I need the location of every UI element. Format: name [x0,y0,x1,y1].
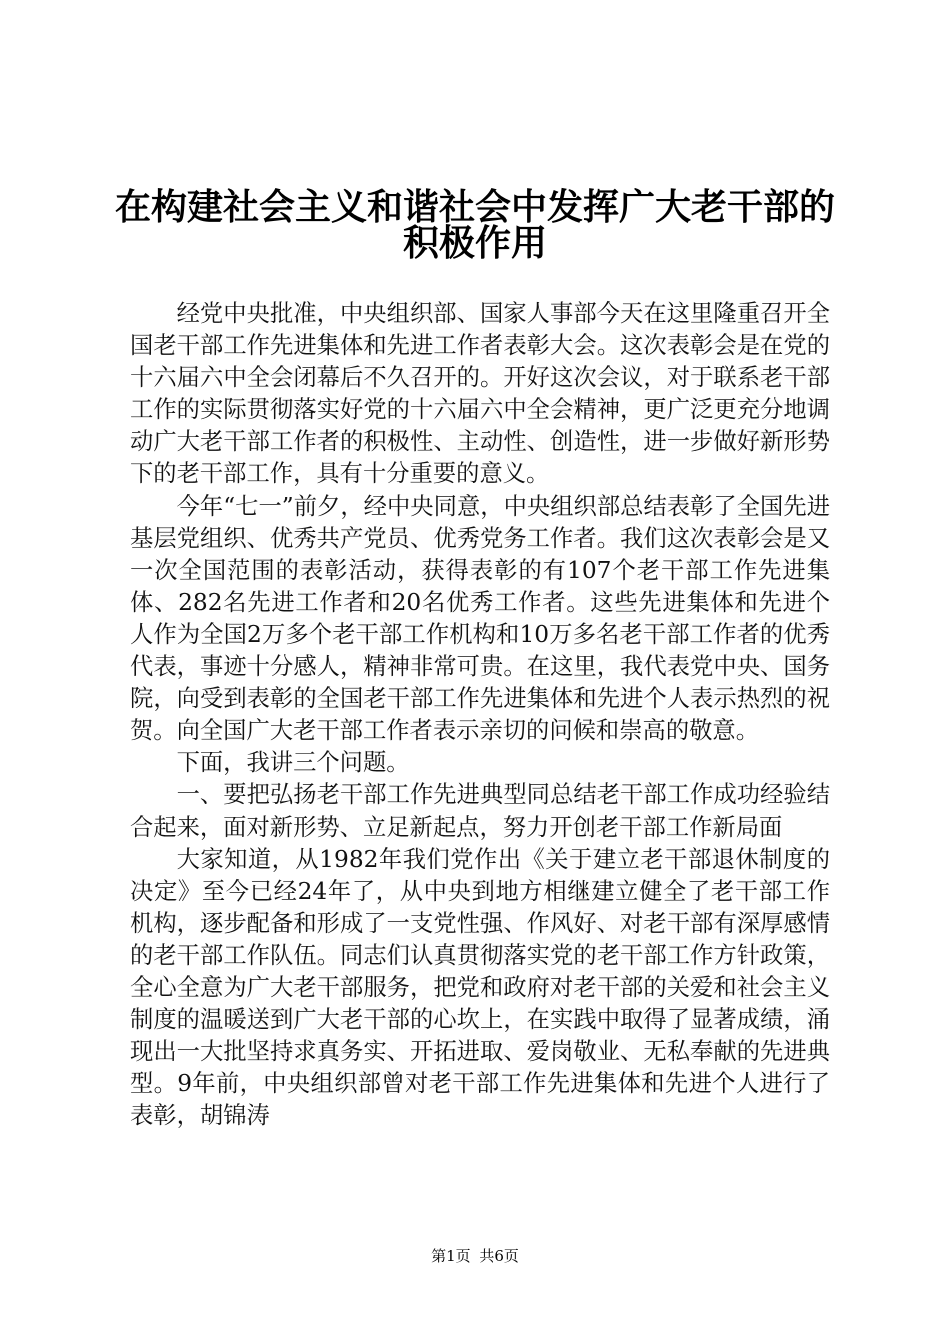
paragraph-2: 今年“七一”前夕，经中央同意，中央组织部总结表彰了全国先进基层党组织、优秀共产党员、优秀党务工作者。我们这次表彰会是又一次全国范围的表彰活动，获得表彰的有107个老干部工作先进集体、282名先进工作者和20名优秀工作者。这些先进集体和先进个人作为全国2万多个老干部工作机构和10万多名老干部工作者的优秀代表，事迹十分感人，精神非常可贵。在这里，我代表党中央、国务院，向受到表彰的全国老干部工作先进集体和先进个人表示热烈的祝贺。向全国广大老干部工作者表示亲切的问候和崇高的敬意。 [130,492,830,745]
paragraph-5: 大家知道，从1982年我们党作出《关于建立老干部退休制度的决定》至今已经24年了，从中央到地方相继建立健全了老干部工作机构，逐步配备和形成了一支党性强、作风好、对老干部有深厚感情的老干部工作队伍。同志们认真贯彻落实党的老干部工作方针政策，全心全意为广大老干部服务，把党和政府对老干部的关爱和社会主义制度的温暖送到广大老干部的心坎上，在实践中取得了显著成绩，涌现出一大批坚持求真务实、开拓进取、爱岗敬业、无私奉献的先进典型。9年前，中央组织部曾对老干部工作先进集体和先进个人进行了表彰，胡锦涛 [130,845,830,1130]
document-body [130,298,830,1132]
page-footer [0,1247,950,1265]
paragraph-4-heading: 一、要把弘扬老干部工作先进典型同总结老干部工作成功经验结合起来，面对新形势、立足新起点，努力开创老干部工作新局面 [130,781,830,841]
total-pages: 共6页 [479,1247,519,1265]
page-number: 第1页 [431,1247,471,1265]
paragraph-3: 下面，我讲三个问题。 [176,749,410,777]
title-line-1: 在构建社会主义和谐社会中发挥广大老干部的 [114,187,835,228]
title-line-2: 积极作用 [402,223,547,264]
paragraph-1: 经党中央批准，中央组织部、国家人事部今天在这里隆重召开全国老干部工作先进集体和先进工作者表彰大会。这次表彰会是在党的十六届六中全会闭幕后不久召开的。开好这次会议，对于联系老干部工作的实际贯彻落实好党的十六届六中全会精神，更广泛更充分地调动广大老干部工作者的积极性、主动性、创造性，进一步做好新形势下的老干部工作，具有十分重要的意义。 [130,300,830,488]
